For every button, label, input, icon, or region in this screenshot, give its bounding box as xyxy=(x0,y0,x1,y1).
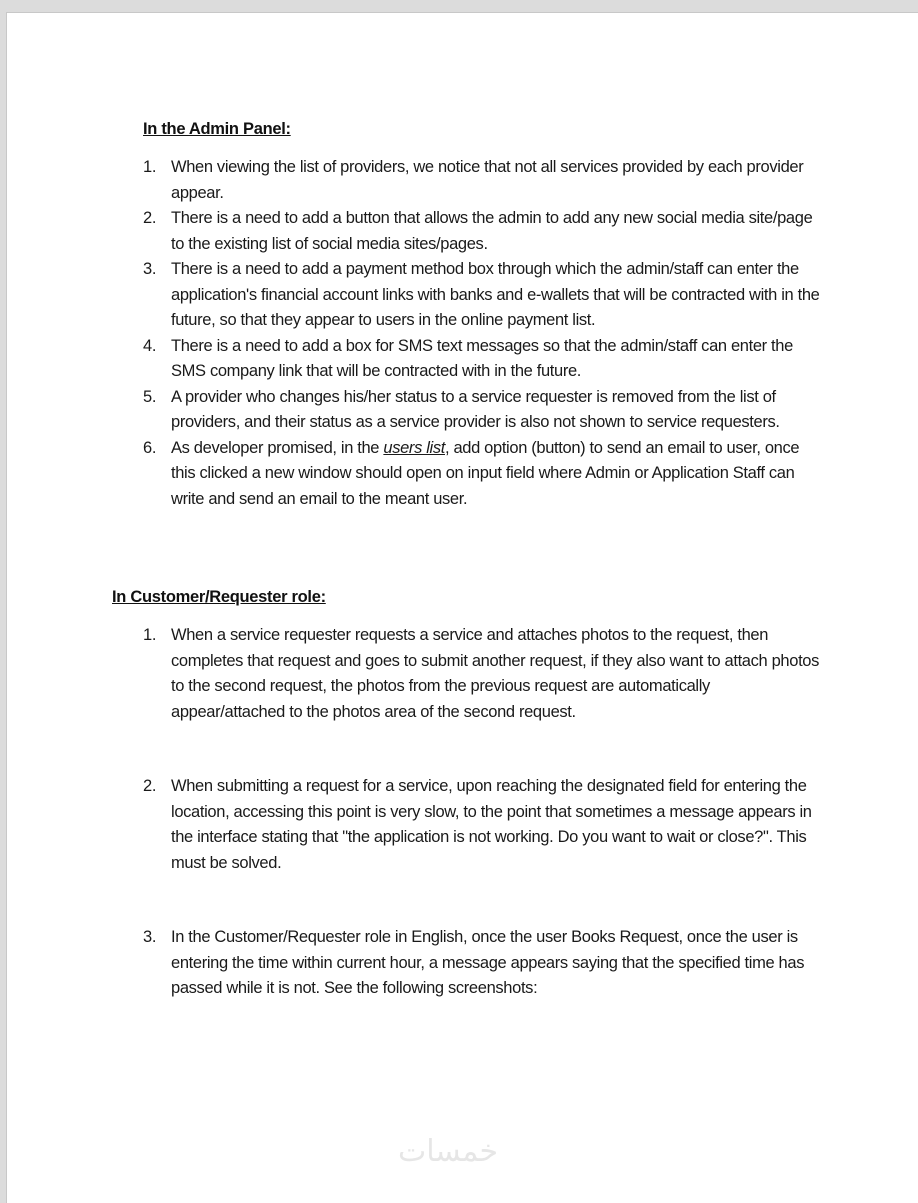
item-number: 6. xyxy=(143,438,157,457)
section-heading-customer-role: In Customer/Requester role: xyxy=(112,588,326,606)
customer-role-list xyxy=(143,623,823,1002)
item-number: 3. xyxy=(143,928,157,946)
list-item xyxy=(143,774,823,876)
document-page xyxy=(6,12,918,1203)
list-item xyxy=(143,155,823,206)
item-text: There is a need to add a button that allows the admin to add any new social media site/page to the existing list of social media sites/pages. xyxy=(171,209,813,253)
list-item xyxy=(143,385,823,436)
list-item xyxy=(143,334,823,385)
list-item xyxy=(143,925,823,1002)
item-text: There is a need to add a payment method box through which the admin/staff can enter the application's financial account links with banks and e-wallets that will be contracted with in the future, so that they appear to users in the online payment list. xyxy=(171,260,820,329)
item-number: 1. xyxy=(143,158,157,176)
item-number: 5. xyxy=(143,387,157,406)
item-text: As developer promised, in the xyxy=(171,438,384,457)
item-text: When submitting a request for a service, upon reaching the designated field for entering the location, accessing this point is very slow, to the point that sometimes a message appears in the interface stating that "the application is not working. Do you want to wait or close?". This must be solved. xyxy=(171,777,812,872)
list-item xyxy=(143,206,823,257)
item-number: 2. xyxy=(143,209,157,227)
list-item xyxy=(143,623,823,725)
item-text: When a service requester requests a service and attaches photos to the request, then completes that request and goes to submit another request, if they also want to attach photos to the second request, the photos from the previous request are automatically appear/attached to the photos area of the second request. xyxy=(171,626,820,721)
watermark-logo: خمسات xyxy=(398,1134,499,1169)
item-number: 2. xyxy=(143,777,157,795)
item-number: 4. xyxy=(143,336,157,355)
item-number: 3. xyxy=(143,260,157,278)
users-list-emphasis: users list xyxy=(383,438,445,457)
section-heading-admin-panel: In the Admin Panel: xyxy=(143,120,291,138)
item-text: When viewing the list of providers, we notice that not all services provided by each provider appear. xyxy=(171,158,804,202)
item-number: 1. xyxy=(143,626,157,644)
item-text: , add option (button) to send an email to user, once this clicked a new window should open on input field where Admin or Application Staff can write and send an email to the meant user. xyxy=(171,438,800,508)
item-text: In the Customer/Requester role in English, once the user Books Request, once the user is entering the time within current hour, a message appears saying that the specified time has passed while it is not. See the following screenshots: xyxy=(171,928,805,997)
admin-panel-list xyxy=(143,155,823,512)
item-text: A provider who changes his/her status to a service requester is removed from the list of providers, and their status as a service provider is also not shown to service requesters. xyxy=(171,387,780,431)
item-text: There is a need to add a box for SMS text messages so that the admin/staff can enter the SMS company link that will be contracted with in the future. xyxy=(171,336,793,380)
list-item xyxy=(143,257,823,334)
list-item xyxy=(143,436,823,513)
